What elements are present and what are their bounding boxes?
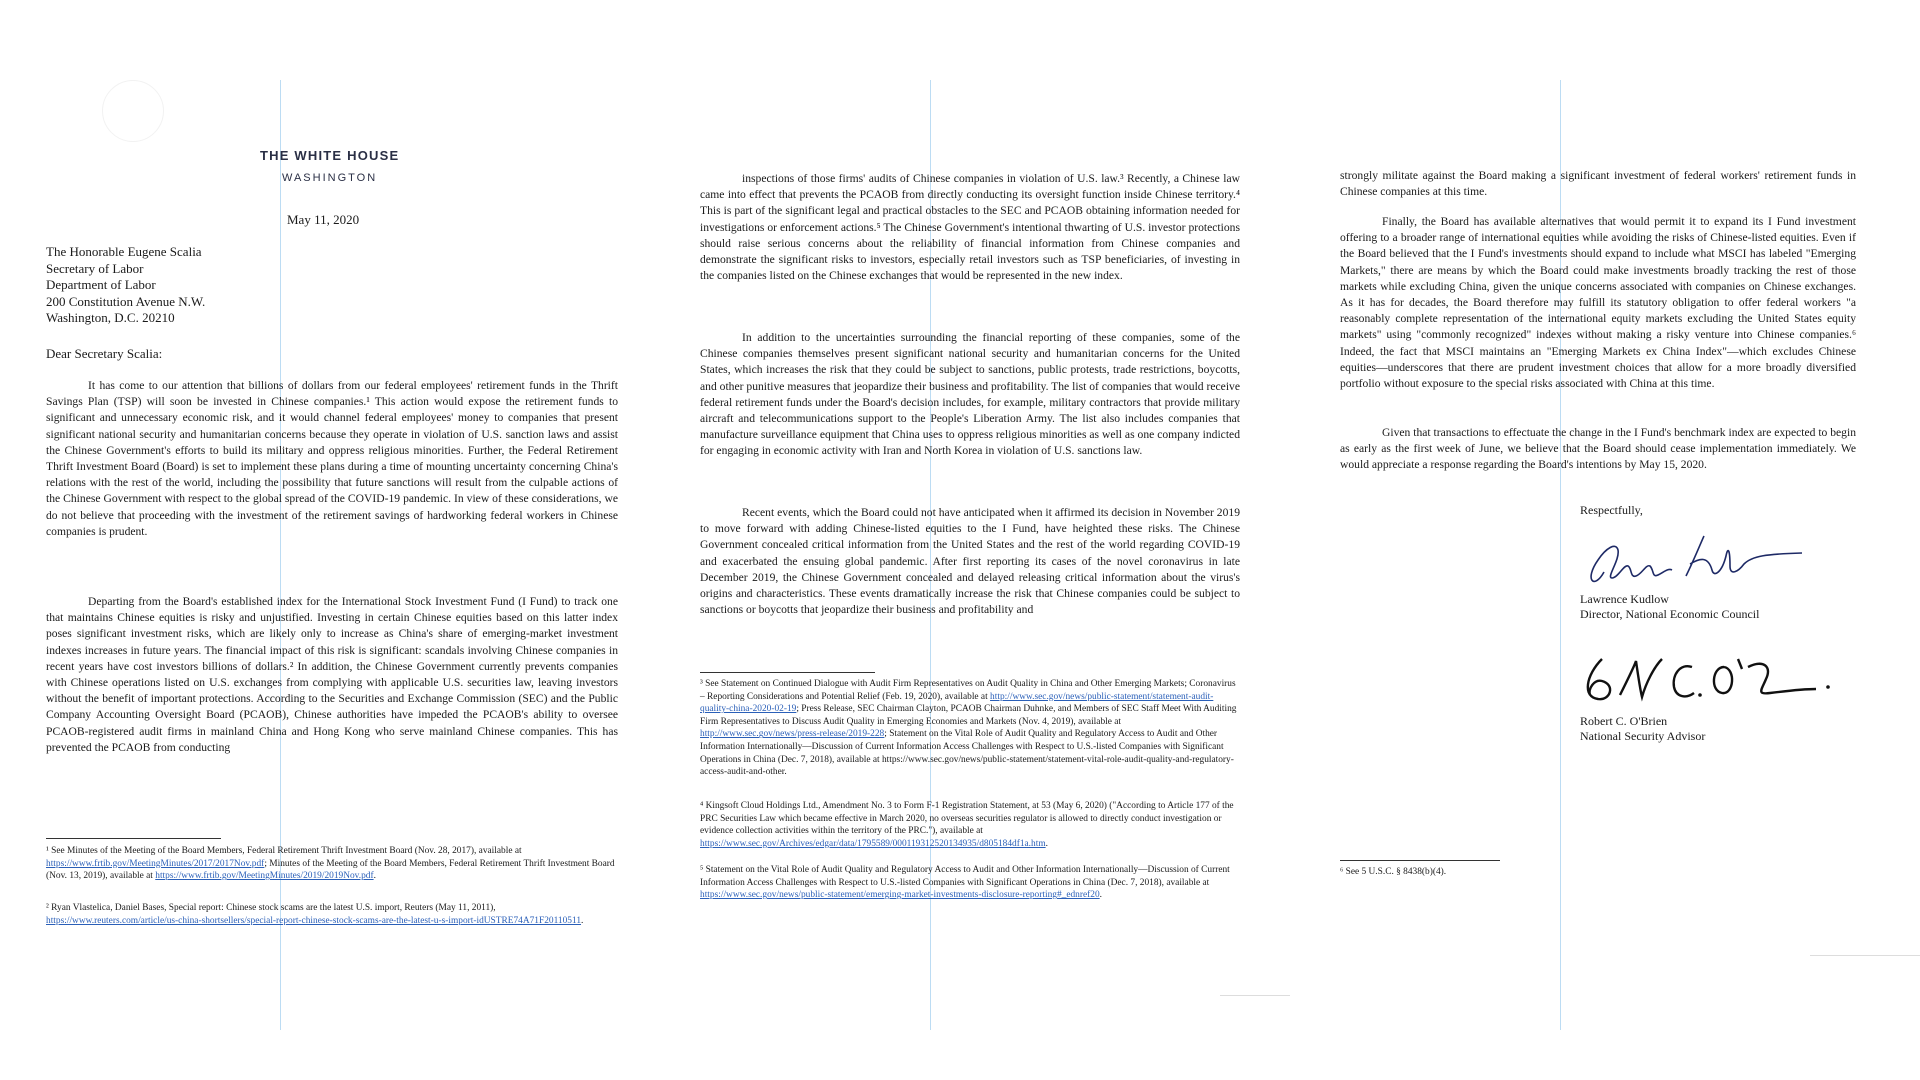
footnote: ⁶ See 5 U.S.C. § 8438(b)(4).: [1340, 867, 1447, 877]
body-paragraph: Departing from the Board's established index for the International Stock Investment Fund (I Fund) to track one that maintains Chinese equities is risky and unjustified. Investing in certain Chinese equities based on this latter index poses significant investment risks, which are likely only to increase as China's share of emerging-market investment indexes increases in future years. The financial impact of this risk is significant: scandals involving Chinese companies in recent years have cost investors billions of dollars.² In addition, the Chinese Government currently prevents companies with Chinese operations listed on U.S. exchanges from complying with applicable U.S. securities law, leaving investors without the benefit of important protections. According to the Securities and Exchange Commission (SEC) and the Public Company Accounting Oversight Board (PCAOB), Chinese authorities have impeded the PCAOB's ability to oversee PCAOB-registered audit firms in mainland China and Hong Kong who serve mainland Chinese companies. This has prevented the PCAOB from conducting: [46, 595, 618, 754]
footnote: ¹ See Minutes of the Meeting of the Board Members, Federal Retirement Thrift Investment Board (Nov. 28, 2017), available at https://www.frtib.gov/MeetingMinutes/2017/2017Nov.pdf; Minutes of the Meeting of the Board Members, Federal Retirement Thrift Investment Board (Nov. 13, 2019), available at https://www.frtib.gov/MeetingMinutes/2019/2019Nov.pdf.: [46, 846, 615, 882]
recipient-line: Department of Labor: [46, 277, 156, 292]
letter-page-2: [700, 0, 1240, 1080]
body-paragraph: Recent events, which the Board could not have anticipated when it affirmed its decision in November 2019 to move forward with adding Chinese-listed equities to the I Fund, have heighted these risks. The Chinese Government concealed critical information from the United States and the rest of the world regarding COVID-19 and exacerbated the ensuing global pandemic. After first reporting its cases of the novel coronavirus in late December 2019, the Chinese Government concealed and delayed releasing critical information about the virus's origins and characteristics. These events dramatically increase the risk that Chinese companies could be subject to sanctions or boycotts that jeopardize their business and profitability and: [700, 506, 1240, 617]
footnote-link[interactable]: http://www.sec.gov/news/press-release/2019-228: [700, 729, 885, 740]
recipient-line: The Honorable Eugene Scalia: [46, 244, 202, 259]
body-paragraph: strongly militate against the Board making a significant investment of federal workers' retirement funds in Chinese companies at this time.: [1340, 169, 1856, 199]
footnote: ⁵ Statement on the Vital Role of Audit Quality and Regulatory Access to Audit and Other Information Internationally—Discussion of Current Information Access Challenges with Respect to U.S.-listed Companies with Significant Operations in China (Dec. 7, 2018), available at https://www.sec.gov/news/public-statement/emerging-market-investments-disclosure-reporting#_ednref20.: [700, 865, 1230, 901]
footnote-link[interactable]: https://www.reuters.com/article/us-china-shortsellers/special-report-chinese-stock-scams-are-the-latest-u-s-import-idUSTRE74A71F20110511: [46, 915, 582, 926]
scan-guide-line: [280, 80, 281, 1030]
body-paragraph: It has come to our attention that billions of dollars from our federal employees' retirement funds in the Thrift Savings Plan (TSP) will soon be invested in Chinese companies.¹ This action would expose the retirement funds to significant and unnecessary economic risk, and it would channel federal employees' money to companies that present significant national security and humanitarian concerns because they operate in violation of U.S. sanction laws and assist the Chinese Government's efforts to build its military and oppress religious minorities. Further, the Federal Retirement Thrift Investment Board (Board) is set to implement these plans during a time of mounting uncertainty concerning China's relations with the rest of the world, including the possibility that future sanctions will result from the culpable actions of the Chinese Government with respect to the global spread of the COVID-19 pandemic. In view of these considerations, we do not believe that proceeding with the investment of the retirement savings of hardworking federal workers in Chinese companies is prudent.: [46, 379, 618, 538]
footnote-link[interactable]: https://www.sec.gov/Archives/edgar/data/1795589/000119312520134935/d805184df1a.htm: [700, 838, 1046, 849]
signatory-name: Robert C. O'Brien: [1580, 714, 1668, 728]
signatory-obrien: [1580, 714, 1705, 744]
footnote-divider: [700, 672, 875, 673]
body-paragraph: inspections of those firms' audits of Chinese companies in violation of U.S. law.³ Recently, a Chinese law came into effect that prevents the PCAOB from directly conducting its oversight function inside Chinese territory.⁴ This is part of the significant legal and practical obstacles to the SEC and PCAOB obtaining information needed for investigations or enforcement actions.⁵ The Chinese Government's intentional thwarting of U.S. investor protections should raise serious concerns about the reliability of financial information from Chinese companies and demonstrate the significant risks to investors, especially retail investors such as TSP beneficiaries, of investing in the companies listed on the Chinese exchanges that would be represented in the new index.: [700, 172, 1240, 283]
presidential-seal-icon: [102, 80, 164, 142]
signatory-title: Director, National Economic Council: [1580, 607, 1760, 621]
salutation: Dear Secretary Scalia:: [46, 346, 163, 361]
signatory-name: Lawrence Kudlow: [1580, 592, 1669, 606]
signature-obrien: [1576, 645, 1836, 715]
page-divider: [1220, 995, 1290, 996]
recipient-address: [46, 244, 205, 327]
letterhead-city: WASHINGTON: [282, 172, 378, 184]
footnote-link[interactable]: https://www.frtib.gov/MeetingMinutes/2017/2017Nov.pdf: [46, 858, 265, 869]
signatory-kudlow: [1580, 592, 1759, 622]
footnote-divider: [46, 838, 221, 839]
footnote-link[interactable]: https://www.sec.gov/news/public-statement/emerging-market-investments-disclosure-reporting#_ednref20: [700, 890, 1100, 901]
body-paragraph: In addition to the uncertainties surrounding the financial reporting of these companies, some of the Chinese companies themselves present significant national security and humanitarian concerns for the United States, which increases the risk that they could be subject to sanctions, public protests, trade restrictions, boycotts, and other punitive measures that jeopardize their business and profitability. The list of companies that would receive federal retirement funds under the Board's decision includes, for example, military contractors that provide military aircraft and telecommunications support to the People's Liberation Army. The list also includes companies that manufacture surveillance equipment that China uses to oppress religious minorities as well as one company indicted for engaging in economic activity with Iran and North Korea in violation of U.S. sanctions law.: [700, 331, 1240, 458]
signature-kudlow: [1576, 520, 1806, 595]
footnote-link[interactable]: http://www.sec.gov/news/public-statement/statement-audit-quality-china-2020-02-19: [700, 691, 1214, 715]
footnote-divider: [1340, 860, 1500, 861]
closing: Respectfully,: [1580, 503, 1643, 517]
letter-page-1: [30, 0, 620, 1080]
body-paragraph: Given that transactions to effectuate the change in the I Fund's benchmark index are expected to begin as early as the first week of June, we believe that the Board should cease implementation immediately. We would appreciate a response regarding the Board's intentions by May 15, 2020.: [1340, 426, 1856, 472]
signatory-title: National Security Advisor: [1580, 729, 1706, 743]
letter-date: May 11, 2020: [287, 212, 360, 227]
footnote: ² Ryan Vlastelica, Daniel Bases, Special report: Chinese stock scams are the latest U.S. import, Reuters (May 11, 2011), https://www.reuters.com/article/us-china-shortsellers/special-report-chinese-stock-scams-are-the-latest-u-s-import-idUSTRE74A71F20110511.: [46, 903, 584, 926]
recipient-line: 200 Constitution Avenue N.W.: [46, 293, 206, 309]
footnote: ³ See Statement on Continued Dialogue with Audit Firm Representatives on Audit Quality in China and Other Emerging Markets; Coronavirus – Reporting Considerations and Potential Relief (Feb. 19, 2020), available at http://www.sec.gov/news/public-statement/statement-audit-quality-china-2020-02-19; Press Release, SEC Chairman Clayton, PCAOB Chairman Duhnke, and Members of SEC Staff Meet With Auditing Firm Representatives to Discuss Audit Quality in Emerging Economies and Markets (Nov. 4, 2019), available at http://www.sec.gov/news/press-release/2019-228; Statement on the Vital Role of Audit Quality and Regulatory Access to Audit and Other Information Internationally—Discussion of Current Information Access Challenges with Respect to U.S.-listed Companies with Significant Operations in China (Dec. 7, 2018), available at https://www.sec.gov/news/public-statement/statement-vital-role-audit-quality-and-regulatory-access-audit-and-other.: [700, 679, 1237, 778]
page-divider: [1810, 955, 1920, 956]
footnote-link[interactable]: https://www.frtib.gov/MeetingMinutes/2019/2019Nov.pdf: [155, 871, 374, 882]
letterhead-office: THE WHITE HOUSE: [260, 148, 400, 163]
body-paragraph: Finally, the Board has available alternatives that would permit it to expand its I Fund investment offering to a broader range of international equities while avoiding the risks of Chinese-listed equities. Even if the Board believed that the I Fund's investments should expand to include what MSCI has labeled "Emerging Markets," there are means by which the Board could make investments broadly tracking the rest of those markets while excluding China, given the unique concerns associated with companies on Chinese exchanges. As it has for decades, the Board therefore may fulfill its statutory obligation to offer federal workers "a reasonably complete representation of the international equity markets excluding the United States equity markets" using "commonly recognized" indexes without making a risky venture into Chinese companies.⁶ Indeed, the fact that MSCI maintains an "Emerging Markets ex China Index"—which excludes Chinese equities—underscores that there are prudent investment choices that allow for a more broadly diversified portfolio without exposure to the special risks associated with China at this time.: [1340, 215, 1856, 391]
footnote: ⁴ Kingsoft Cloud Holdings Ltd., Amendment No. 3 to Form F-1 Registration Statement, at 53 (May 6, 2020) ("According to Article 177 of the PRC Securities Law which became effective in March 2020, no overseas securities regulator is allowed to directly conduct investigation or evidence collection activities within the territory of the PRC."), available at https://www.sec.gov/Archives/edgar/data/1795589/000119312520134935/d805184df1a.htm.: [700, 801, 1234, 849]
letter-page-3: [1340, 0, 1920, 1080]
recipient-line: Secretary of Labor: [46, 260, 144, 276]
recipient-line: Washington, D.C. 20210: [46, 310, 175, 325]
